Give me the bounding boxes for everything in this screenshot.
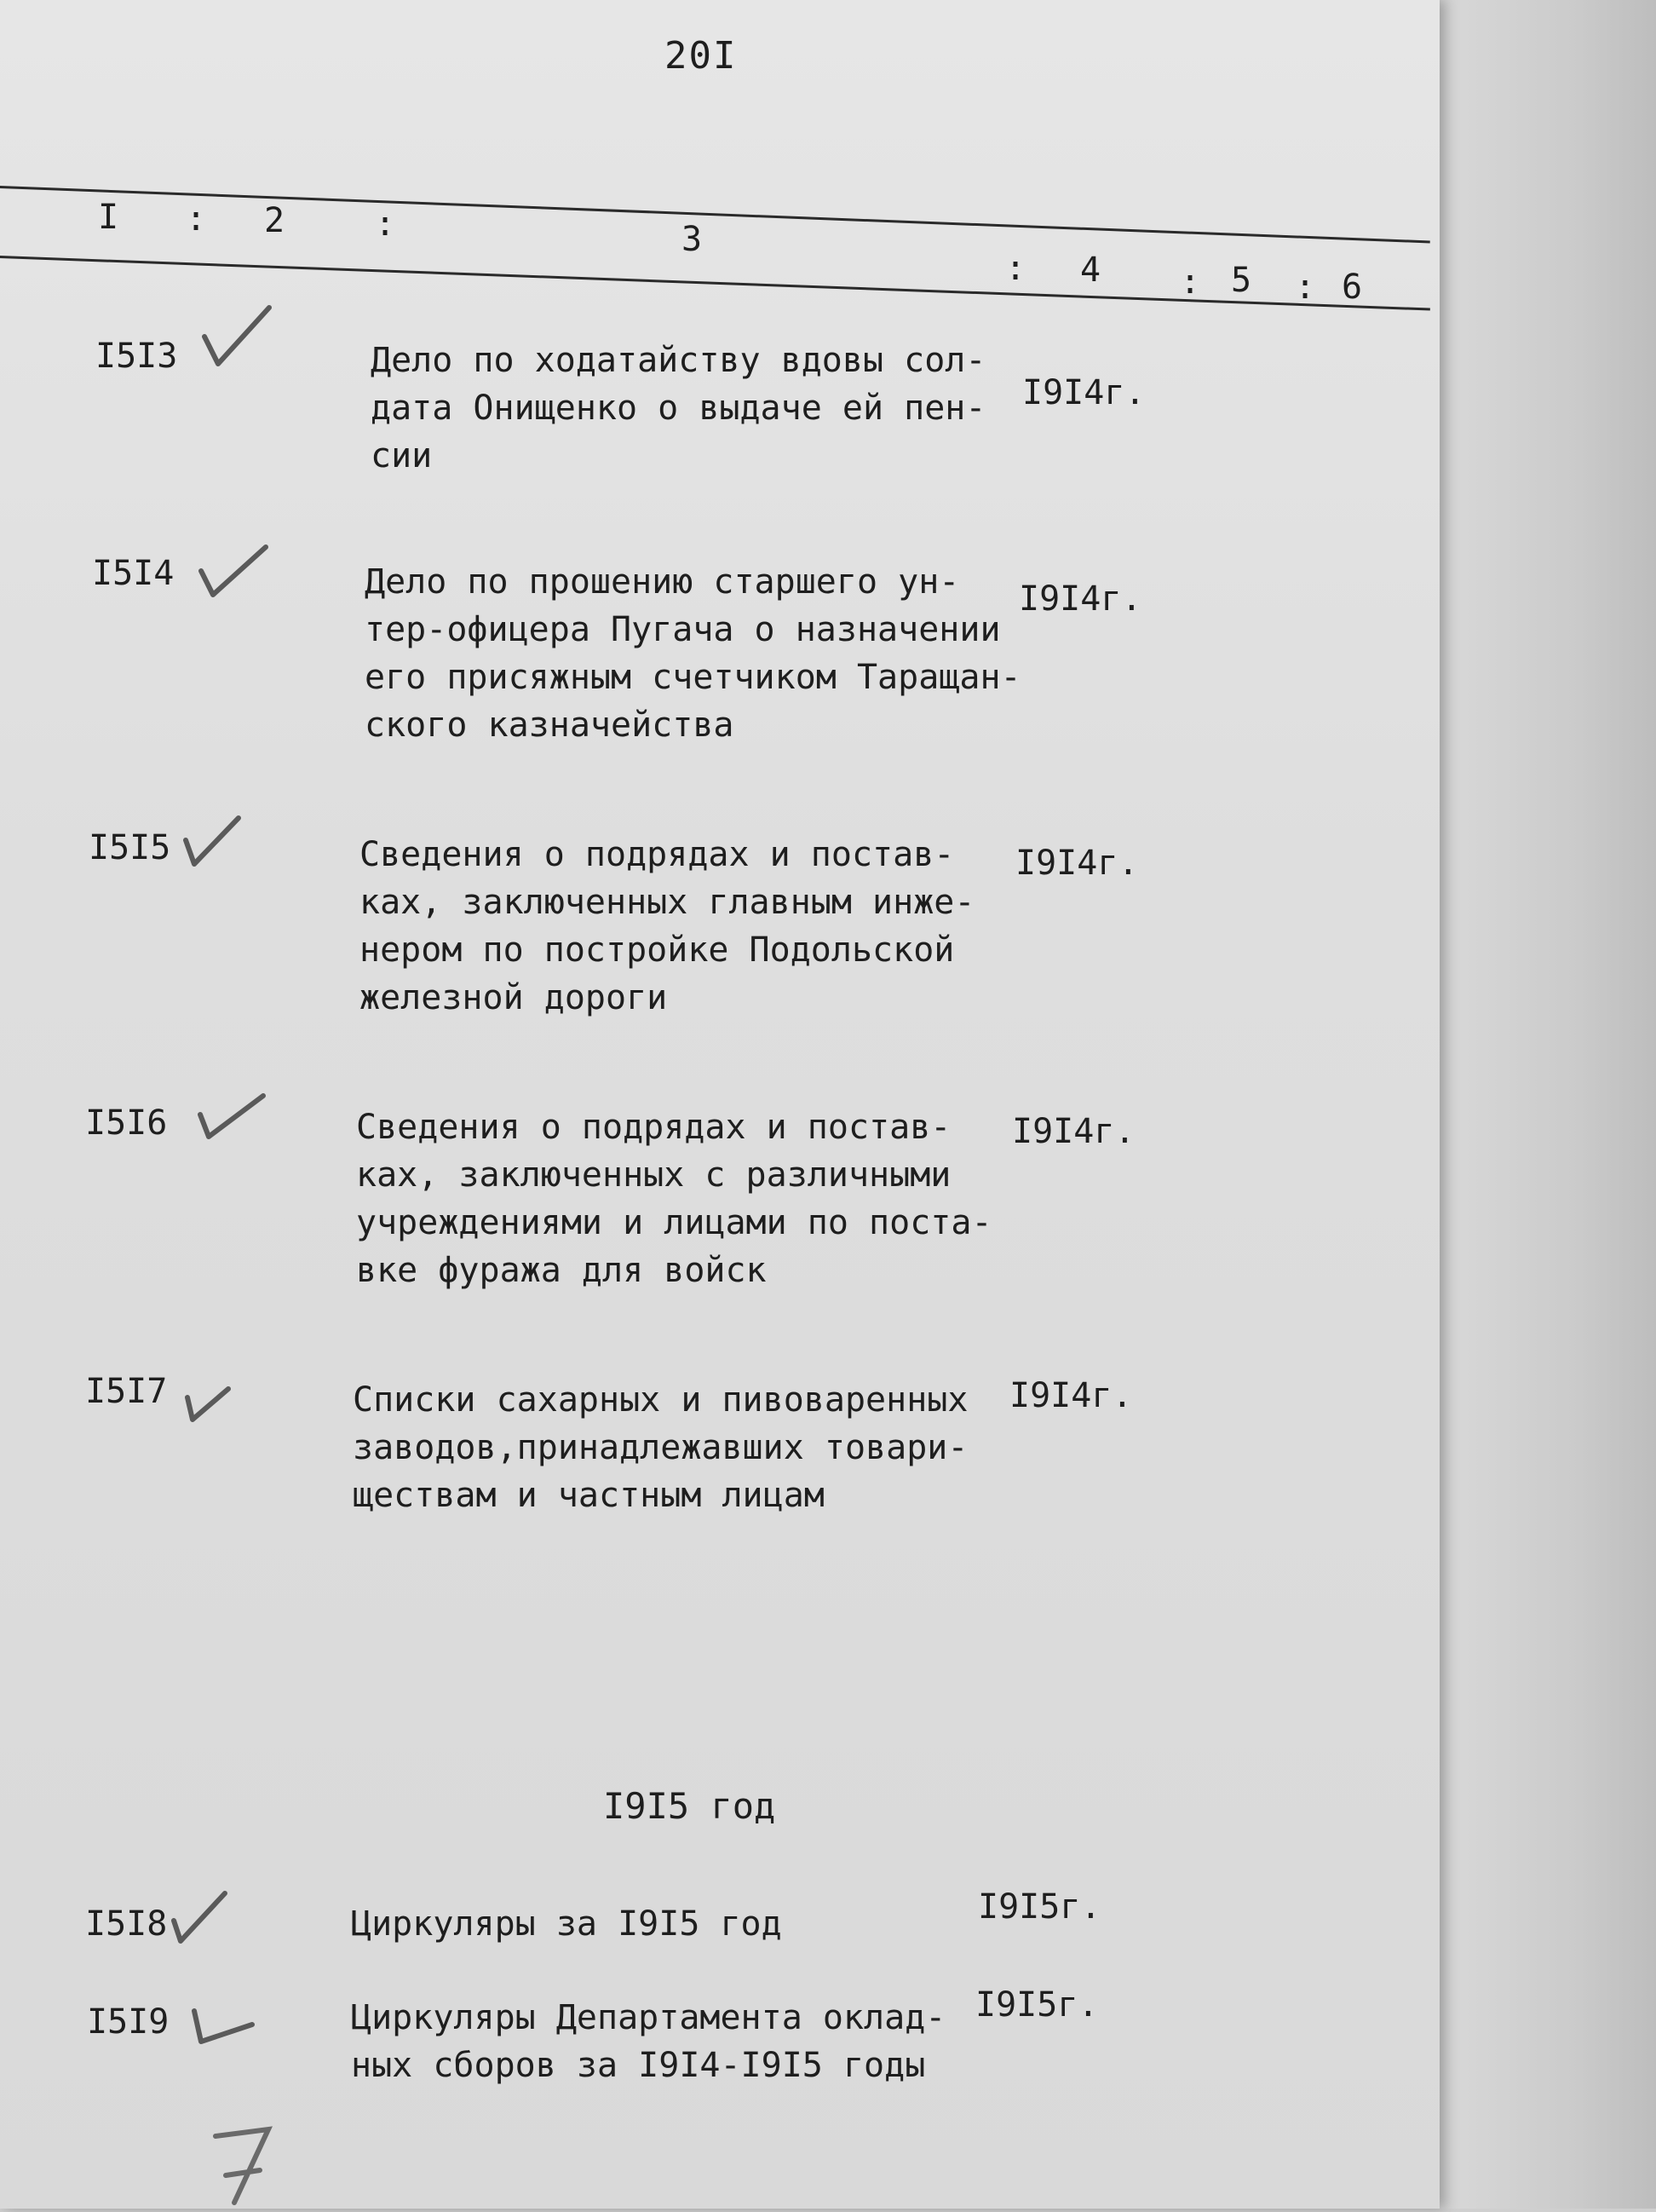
entry-date: I9I4г. — [1009, 1376, 1133, 1415]
column-header-6: 6 — [1342, 268, 1363, 307]
page-number: 20I — [664, 34, 738, 78]
column-separator: : — [375, 204, 396, 244]
entry-number: I5I8 — [85, 1904, 168, 1944]
checkmark-icon — [198, 302, 274, 371]
entry-title: Дело по ходатайству вдовы сол- дата Онищенко о выдаче ей пен- сии — [371, 341, 986, 475]
column-header-5: 5 — [1231, 261, 1252, 300]
entry-number: I5I5 — [89, 828, 171, 867]
checkmark-icon — [179, 1372, 256, 1440]
entry-number: I5I6 — [85, 1103, 168, 1143]
checkmark-icon — [192, 1080, 268, 1149]
column-header-2: 2 — [264, 201, 285, 240]
column-separator: : — [1295, 268, 1316, 307]
entry-date: I9I5г. — [978, 1887, 1101, 1927]
entry-number: I5I4 — [92, 554, 175, 593]
checkmark-icon — [194, 535, 271, 603]
entry-title: Сведения о подрядах и постав- ках, заключенных главным инже- нером по постройке Подольской железной дороги — [359, 835, 975, 1017]
entry-number: I5I9 — [87, 2002, 170, 2042]
column-separator: : — [1180, 262, 1201, 302]
column-separator: : — [1005, 249, 1026, 288]
section-heading: I9I5 год — [603, 1785, 776, 1827]
entry-number: I5I7 — [85, 1372, 168, 1411]
entry-title: Сведения о подрядах и постав- ках, заключенных с различными учреждениями и лицами по поста- вке фуража для войск — [356, 1108, 992, 1290]
checkmark-icon — [179, 809, 256, 878]
entry-title: Списки сахарных и пивоваренных заводов,принадлежавших товари- ществам и частным лицам — [353, 1380, 969, 1515]
entry-date: I9I4г. — [1019, 579, 1142, 619]
column-header-3: 3 — [681, 220, 703, 259]
entry-title: Циркуляры Департамента оклад- ных сборов за I9I4-I9I5 годы — [351, 1998, 946, 2085]
entry-date: I9I5г. — [975, 1985, 1099, 2025]
entry-title: Циркуляры за I9I5 год — [351, 1904, 782, 1944]
checkmark-icon — [162, 1883, 239, 1951]
column-header-1: I — [98, 198, 119, 237]
header-rule-top — [0, 186, 1430, 243]
entry-number: I5I3 — [95, 337, 178, 376]
handwritten-mark-icon — [209, 2126, 285, 2209]
entry-date: I9I4г. — [1015, 844, 1139, 883]
entry-date: I9I4г. — [1012, 1112, 1136, 1151]
column-header-4: 4 — [1080, 251, 1101, 290]
entry-title: Дело по прошению старшего ун- тер-офицера Пугача о назначении его присяжным счетчиком Таращан- ского казначейства — [365, 562, 1021, 745]
checkmark-icon — [186, 1994, 262, 2062]
entry-date: I9I4г. — [1022, 373, 1146, 412]
column-separator: : — [186, 199, 207, 239]
